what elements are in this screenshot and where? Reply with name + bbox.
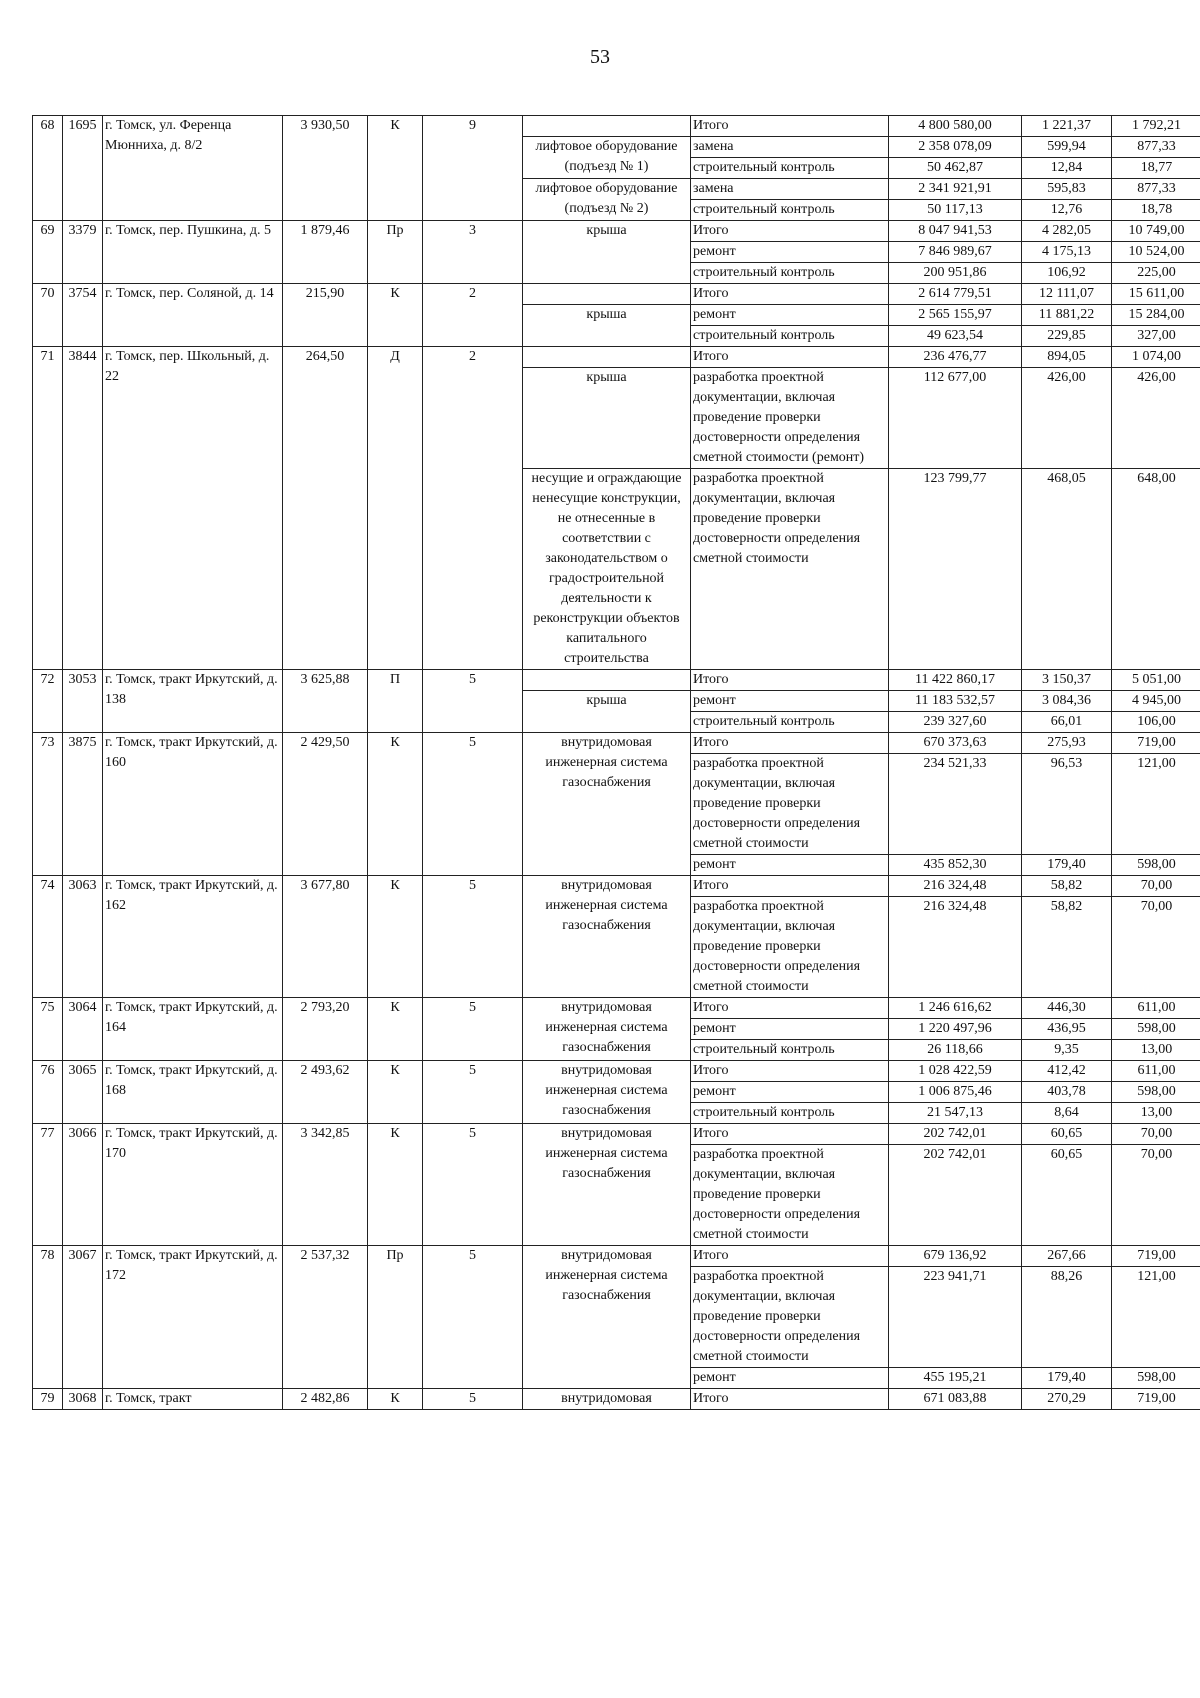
row-number: 70	[33, 284, 63, 347]
structural-element: внутридомовая инженерная система газоснабжения	[523, 998, 691, 1061]
wall-type: К	[368, 733, 423, 876]
wall-type: К	[368, 876, 423, 998]
house-code: 3053	[63, 670, 103, 733]
wall-type: П	[368, 670, 423, 733]
unit-cost: 12,76	[1022, 200, 1112, 221]
house-address: г. Томск, тракт Иркутский, д. 160	[103, 733, 283, 876]
work-type: Итого	[691, 733, 889, 754]
limit-cost: 327,00	[1112, 326, 1200, 347]
wall-type: К	[368, 116, 423, 221]
work-cost: 679 136,92	[889, 1246, 1022, 1267]
house-area: 3 930,50	[283, 116, 368, 221]
floor-count: 5	[423, 1246, 523, 1389]
house-address: г. Томск, тракт Иркутский, д. 168	[103, 1061, 283, 1124]
work-cost: 50 462,87	[889, 158, 1022, 179]
structural-element: крыша	[523, 221, 691, 284]
structural-element: внутридомовая инженерная система газоснабжения	[523, 1124, 691, 1246]
structural-element: несущие и ограждающие ненесущие конструкции, не отнесенные в соответствии с законодательством о градостроительной деятельности к реконструкции объектов капитального строительства	[523, 469, 691, 670]
table-row	[33, 1124, 1200, 1145]
unit-cost: 894,05	[1022, 347, 1112, 368]
work-type: Итого	[691, 221, 889, 242]
house-area: 215,90	[283, 284, 368, 347]
work-type: Итого	[691, 1061, 889, 1082]
structural-element: внутридомовая инженерная система газоснабжения	[523, 876, 691, 998]
wall-type: К	[368, 284, 423, 347]
work-cost: 1 220 497,96	[889, 1019, 1022, 1040]
structural-element	[523, 116, 691, 137]
limit-cost: 10 749,00	[1112, 221, 1200, 242]
unit-cost: 179,40	[1022, 1368, 1112, 1389]
work-type: разработка проектной документации, включая проведение проверки достоверности определения сметной стоимости	[691, 754, 889, 855]
house-area: 3 342,85	[283, 1124, 368, 1246]
house-code: 3379	[63, 221, 103, 284]
house-address: г. Томск, пер. Пушкина, д. 5	[103, 221, 283, 284]
unit-cost: 88,26	[1022, 1267, 1112, 1368]
limit-cost: 598,00	[1112, 1019, 1200, 1040]
floor-count: 5	[423, 1124, 523, 1246]
limit-cost: 15 284,00	[1112, 305, 1200, 326]
work-type: замена	[691, 179, 889, 200]
row-number: 75	[33, 998, 63, 1061]
work-type: разработка проектной документации, включая проведение проверки достоверности определения сметной стоимости	[691, 1145, 889, 1246]
house-address: г. Томск, тракт Иркутский, д. 138	[103, 670, 283, 733]
unit-cost: 270,29	[1022, 1389, 1112, 1410]
row-number: 77	[33, 1124, 63, 1246]
table-row	[33, 670, 1200, 691]
limit-cost: 611,00	[1112, 1061, 1200, 1082]
work-cost: 26 118,66	[889, 1040, 1022, 1061]
table-row	[33, 221, 1200, 242]
house-address: г. Томск, тракт Иркутский, д. 172	[103, 1246, 283, 1389]
work-cost: 2 565 155,97	[889, 305, 1022, 326]
structural-element: внутридомовая инженерная система газоснабжения	[523, 733, 691, 876]
wall-type: Д	[368, 347, 423, 670]
unit-cost: 12,84	[1022, 158, 1112, 179]
limit-cost: 18,78	[1112, 200, 1200, 221]
work-type: ремонт	[691, 1368, 889, 1389]
row-number: 78	[33, 1246, 63, 1389]
unit-cost: 403,78	[1022, 1082, 1112, 1103]
limit-cost: 70,00	[1112, 1145, 1200, 1246]
house-area: 2 537,32	[283, 1246, 368, 1389]
wall-type: К	[368, 1389, 423, 1410]
unit-cost: 12 111,07	[1022, 284, 1112, 305]
wall-type: Пр	[368, 1246, 423, 1389]
table-row	[33, 284, 1200, 305]
structural-element: крыша	[523, 368, 691, 469]
structural-element: внутридомовая инженерная система газоснабжения	[523, 1246, 691, 1389]
house-code: 3065	[63, 1061, 103, 1124]
unit-cost: 229,85	[1022, 326, 1112, 347]
work-cost: 200 951,86	[889, 263, 1022, 284]
limit-cost: 719,00	[1112, 1246, 1200, 1267]
unit-cost: 60,65	[1022, 1145, 1112, 1246]
limit-cost: 10 524,00	[1112, 242, 1200, 263]
floor-count: 5	[423, 1389, 523, 1410]
floor-count: 5	[423, 998, 523, 1061]
unit-cost: 4 282,05	[1022, 221, 1112, 242]
work-cost: 234 521,33	[889, 754, 1022, 855]
work-cost: 216 324,48	[889, 876, 1022, 897]
wall-type: К	[368, 1124, 423, 1246]
table-row	[33, 998, 1200, 1019]
unit-cost: 426,00	[1022, 368, 1112, 469]
house-address: г. Томск, тракт Иркутский, д. 162	[103, 876, 283, 998]
limit-cost: 121,00	[1112, 1267, 1200, 1368]
house-code: 3754	[63, 284, 103, 347]
work-type: ремонт	[691, 1019, 889, 1040]
work-cost: 123 799,77	[889, 469, 1022, 670]
table-row	[33, 1061, 1200, 1082]
limit-cost: 877,33	[1112, 137, 1200, 158]
work-type: Итого	[691, 670, 889, 691]
work-type: разработка проектной документации, включая проведение проверки достоверности определения сметной стоимости	[691, 469, 889, 670]
work-cost: 7 846 989,67	[889, 242, 1022, 263]
floor-count: 2	[423, 347, 523, 670]
wall-type: Пр	[368, 221, 423, 284]
work-type: Итого	[691, 876, 889, 897]
work-type: разработка проектной документации, включая проведение проверки достоверности определения сметной стоимости	[691, 897, 889, 998]
house-code: 3068	[63, 1389, 103, 1410]
work-cost: 2 614 779,51	[889, 284, 1022, 305]
house-code: 3063	[63, 876, 103, 998]
limit-cost: 121,00	[1112, 754, 1200, 855]
work-type: строительный контроль	[691, 263, 889, 284]
limit-cost: 5 051,00	[1112, 670, 1200, 691]
limit-cost: 70,00	[1112, 1124, 1200, 1145]
work-cost: 50 117,13	[889, 200, 1022, 221]
work-type: Итого	[691, 284, 889, 305]
work-cost: 1 006 875,46	[889, 1082, 1022, 1103]
work-type: замена	[691, 137, 889, 158]
row-number: 74	[33, 876, 63, 998]
unit-cost: 66,01	[1022, 712, 1112, 733]
unit-cost: 595,83	[1022, 179, 1112, 200]
structural-element	[523, 284, 691, 305]
limit-cost: 719,00	[1112, 733, 1200, 754]
unit-cost: 468,05	[1022, 469, 1112, 670]
limit-cost: 106,00	[1112, 712, 1200, 733]
house-address: г. Томск, тракт	[103, 1389, 283, 1410]
unit-cost: 11 881,22	[1022, 305, 1112, 326]
limit-cost: 70,00	[1112, 897, 1200, 998]
limit-cost: 611,00	[1112, 998, 1200, 1019]
work-cost: 202 742,01	[889, 1145, 1022, 1246]
work-cost: 2 341 921,91	[889, 179, 1022, 200]
work-cost: 49 623,54	[889, 326, 1022, 347]
floor-count: 5	[423, 670, 523, 733]
work-cost: 670 373,63	[889, 733, 1022, 754]
work-cost: 435 852,30	[889, 855, 1022, 876]
unit-cost: 436,95	[1022, 1019, 1112, 1040]
floor-count: 2	[423, 284, 523, 347]
work-type: Итого	[691, 347, 889, 368]
limit-cost: 18,77	[1112, 158, 1200, 179]
unit-cost: 446,30	[1022, 998, 1112, 1019]
wall-type: К	[368, 998, 423, 1061]
limit-cost: 1 074,00	[1112, 347, 1200, 368]
house-code: 3067	[63, 1246, 103, 1389]
work-cost: 223 941,71	[889, 1267, 1022, 1368]
house-address: г. Томск, ул. Ференца Мюнниха, д. 8/2	[103, 116, 283, 221]
house-address: г. Томск, тракт Иркутский, д. 164	[103, 998, 283, 1061]
unit-cost: 3 150,37	[1022, 670, 1112, 691]
work-type: строительный контроль	[691, 1040, 889, 1061]
house-area: 2 493,62	[283, 1061, 368, 1124]
work-cost: 8 047 941,53	[889, 221, 1022, 242]
work-type: ремонт	[691, 305, 889, 326]
floor-count: 5	[423, 876, 523, 998]
floor-count: 5	[423, 733, 523, 876]
table-row	[33, 116, 1200, 137]
unit-cost: 275,93	[1022, 733, 1112, 754]
work-cost: 11 183 532,57	[889, 691, 1022, 712]
structural-element	[523, 670, 691, 691]
house-address: г. Томск, пер. Соляной, д. 14	[103, 284, 283, 347]
limit-cost: 15 611,00	[1112, 284, 1200, 305]
house-area: 2 482,86	[283, 1389, 368, 1410]
row-number: 76	[33, 1061, 63, 1124]
floor-count: 3	[423, 221, 523, 284]
work-type: ремонт	[691, 242, 889, 263]
limit-cost: 648,00	[1112, 469, 1200, 670]
work-cost: 671 083,88	[889, 1389, 1022, 1410]
work-cost: 1 028 422,59	[889, 1061, 1022, 1082]
house-code: 3844	[63, 347, 103, 670]
capital-repair-table	[32, 115, 1200, 1410]
limit-cost: 598,00	[1112, 855, 1200, 876]
work-type: разработка проектной документации, включая проведение проверки достоверности определения сметной стоимости (ремонт)	[691, 368, 889, 469]
table-row	[33, 1389, 1200, 1410]
row-number: 71	[33, 347, 63, 670]
wall-type: К	[368, 1061, 423, 1124]
house-area: 1 879,46	[283, 221, 368, 284]
page-number: 53	[590, 46, 610, 68]
unit-cost: 412,42	[1022, 1061, 1112, 1082]
structural-element: лифтовое оборудование (подъезд № 1)	[523, 137, 691, 179]
limit-cost: 225,00	[1112, 263, 1200, 284]
work-type: ремонт	[691, 1082, 889, 1103]
structural-element: внутридомовая	[523, 1389, 691, 1410]
row-number: 69	[33, 221, 63, 284]
floor-count: 9	[423, 116, 523, 221]
unit-cost: 267,66	[1022, 1246, 1112, 1267]
work-type: Итого	[691, 1246, 889, 1267]
row-number: 73	[33, 733, 63, 876]
floor-count: 5	[423, 1061, 523, 1124]
unit-cost: 9,35	[1022, 1040, 1112, 1061]
house-code: 3064	[63, 998, 103, 1061]
work-cost: 239 327,60	[889, 712, 1022, 733]
unit-cost: 106,92	[1022, 263, 1112, 284]
work-type: Итого	[691, 116, 889, 137]
work-cost: 1 246 616,62	[889, 998, 1022, 1019]
house-area: 3 677,80	[283, 876, 368, 998]
work-type: строительный контроль	[691, 158, 889, 179]
work-type: Итого	[691, 1124, 889, 1145]
limit-cost: 1 792,21	[1112, 116, 1200, 137]
house-code: 1695	[63, 116, 103, 221]
house-code: 3875	[63, 733, 103, 876]
work-cost: 455 195,21	[889, 1368, 1022, 1389]
limit-cost: 13,00	[1112, 1040, 1200, 1061]
unit-cost: 1 221,37	[1022, 116, 1112, 137]
structural-element: лифтовое оборудование (подъезд № 2)	[523, 179, 691, 221]
limit-cost: 598,00	[1112, 1082, 1200, 1103]
unit-cost: 4 175,13	[1022, 242, 1112, 263]
work-type: строительный контроль	[691, 712, 889, 733]
limit-cost: 877,33	[1112, 179, 1200, 200]
work-type: строительный контроль	[691, 200, 889, 221]
house-area: 264,50	[283, 347, 368, 670]
work-type: строительный контроль	[691, 1103, 889, 1124]
structural-element	[523, 347, 691, 368]
unit-cost: 3 084,36	[1022, 691, 1112, 712]
unit-cost: 599,94	[1022, 137, 1112, 158]
work-type: разработка проектной документации, включая проведение проверки достоверности определения сметной стоимости	[691, 1267, 889, 1368]
structural-element: крыша	[523, 691, 691, 733]
work-cost: 11 422 860,17	[889, 670, 1022, 691]
limit-cost: 70,00	[1112, 876, 1200, 897]
house-area: 2 429,50	[283, 733, 368, 876]
limit-cost: 4 945,00	[1112, 691, 1200, 712]
structural-element: внутридомовая инженерная система газоснабжения	[523, 1061, 691, 1124]
limit-cost: 426,00	[1112, 368, 1200, 469]
work-type: ремонт	[691, 691, 889, 712]
work-type: Итого	[691, 998, 889, 1019]
work-cost: 21 547,13	[889, 1103, 1022, 1124]
work-cost: 112 677,00	[889, 368, 1022, 469]
limit-cost: 719,00	[1112, 1389, 1200, 1410]
work-cost: 4 800 580,00	[889, 116, 1022, 137]
house-address: г. Томск, тракт Иркутский, д. 170	[103, 1124, 283, 1246]
house-area: 2 793,20	[283, 998, 368, 1061]
table-row	[33, 876, 1200, 897]
unit-cost: 8,64	[1022, 1103, 1112, 1124]
unit-cost: 60,65	[1022, 1124, 1112, 1145]
work-cost: 236 476,77	[889, 347, 1022, 368]
unit-cost: 179,40	[1022, 855, 1112, 876]
unit-cost: 96,53	[1022, 754, 1112, 855]
limit-cost: 598,00	[1112, 1368, 1200, 1389]
house-code: 3066	[63, 1124, 103, 1246]
work-cost: 2 358 078,09	[889, 137, 1022, 158]
work-type: строительный контроль	[691, 326, 889, 347]
work-cost: 216 324,48	[889, 897, 1022, 998]
work-type: ремонт	[691, 855, 889, 876]
unit-cost: 58,82	[1022, 897, 1112, 998]
work-type: Итого	[691, 1389, 889, 1410]
table-row	[33, 347, 1200, 368]
house-address: г. Томск, пер. Школьный, д. 22	[103, 347, 283, 670]
work-cost: 202 742,01	[889, 1124, 1022, 1145]
row-number: 68	[33, 116, 63, 221]
house-area: 3 625,88	[283, 670, 368, 733]
unit-cost: 58,82	[1022, 876, 1112, 897]
table-row	[33, 733, 1200, 754]
table-row	[33, 1246, 1200, 1267]
row-number: 79	[33, 1389, 63, 1410]
structural-element: крыша	[523, 305, 691, 347]
row-number: 72	[33, 670, 63, 733]
limit-cost: 13,00	[1112, 1103, 1200, 1124]
